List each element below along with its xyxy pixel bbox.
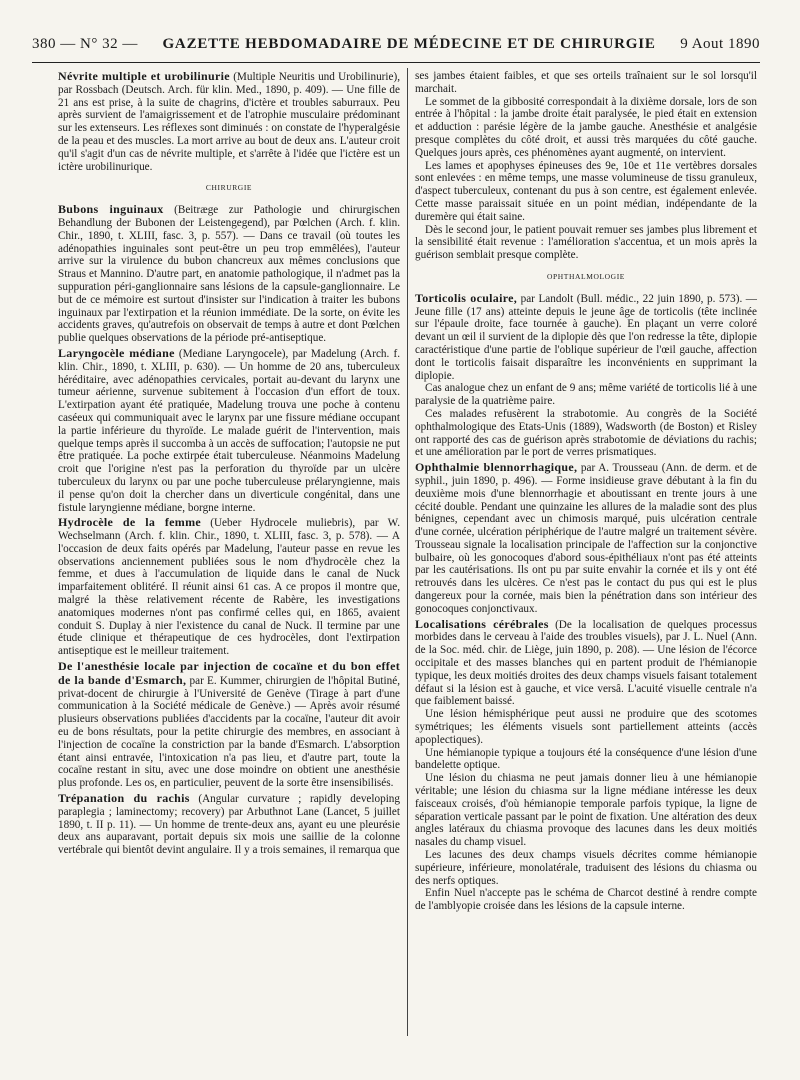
section-heading: CHIRURGIE (205, 183, 253, 193)
page-number: 380 — N° 32 — (32, 36, 138, 52)
article-laryngocele (58, 347, 400, 514)
paragraph: Une lésion du chiasma ne peut jamais donner lieu à une hémianopie véritable; une lésion du chiasma sur la ligne médiane intéresse les deux faisceaux croisés, d'où hémianopie temporale parfois typique, la ligne de séparation verticale passant par le point de fixation. Une altération des deux angles latéraux du chiasma provoque des lacunes dans les deux moitiés nasales du champ visuel. (415, 772, 757, 849)
article-title: Ophthalmie blennorrhagique, (415, 460, 578, 475)
article-trepanation (58, 792, 400, 857)
article-title: Hydrocèle de la femme (58, 515, 201, 530)
paragraph: Dès le second jour, le patient pouvait remuer ses jambes plus librement et la sensibilité était revenue : l'amélioration s'accentua, et un mois après la guérison semblait presque complète. (415, 223, 757, 262)
article-title: De l'anesthésie locale par injection de cocaïne et du bon effet de la bande d'Esmarch, (58, 659, 400, 687)
section-heading: OPHTHALMOLOGIE (547, 271, 625, 281)
paragraph: Le sommet de la gibbosité correspondait à la dixième dorsale, lors de son entrée à l'hôpital : la jambe droite était paralysée, le pied était en extension et adduction : parésie légère de la jambe gauche. Anesthésie et analgésie presque complètes du côté droit, et aussi très marquées du côté gauche. Quelques jours après, ces phénomènes ayant augmenté, on intervient. (415, 95, 757, 159)
paragraph: Ces malades refusèrent la strabotomie. Au congrès de la Société ophthalmologique des Etats-Unis (1889), Wadsworth (de Boston) et Risley ont rapporté des cas de guérison après strabotomie de déviations du rachis; et une amélioration par le port de verres prismatiques. (415, 407, 757, 459)
article-body: (Beitræge zur Pathologie und chirurgischen Behandlung der Bubonen der Leistengegend), par Pœlchen (Arch. f. klin. Chir., 1890, t. XLIII, fasc. 3, p. 557). — Dans ce travail (où toutes les adénopathies inguinales sont peut-être un peu trop emmêlées), l'auteur arrive sur la virulence du bubon chancreux aux mêmes conclusions que Straus et Mannino. D'autre part, en anatomie pathologique, il n'admet pas la suppuration péri-ganglionnaire sans lésions de la capsule-ganglionnaire. Le but de ce mémoire est surtout d'insister sur l'indication à traiter les bubons inguinaux par l'extirpation et la réunion immédiate. De la sorte, on évite les accidents graves, qu'autrefois on observait de temps à autre et dont Pœlchen publie quelques observations de la période pré-antiseptique. (58, 204, 401, 345)
right-column (415, 70, 757, 915)
article-title: Torticolis oculaire, (415, 290, 518, 305)
article-bubons (58, 203, 400, 345)
issue-date: 9 Aout 1890 (680, 36, 760, 52)
article-nevrite (58, 70, 400, 173)
article-body: par A. Trousseau (Ann. de derm. et de syphil., juin 1890, p. 496). — Forme insidieuse grave débutant à la fin du deuxième mois d'une blennorrhagie et aboutissant en trente jours à une cécité double. Pendant une quinzaine les allures de la maladie sont des plus bénignes, cependant avec un chimosis marqué, puis ulcération centrale d'une cornée, ulcération périphérique de l'autre malgré un traitement sévère. Trousseau signale la localisation principale de l'affection sur la conjonctive bulbaire, où les gonocoques d'abord sous-épithéliaux n'ont pas été atteints par les cautérisations. Ils ont pu par suite envahir la cornée et ils y ont été retrouvés dans les ulcères. Ce n'est pas le contact du pus qui est le plus dangereux pour la cornée, mais bien la pénétration dans son intérieur des gonocoques conjonctivaux. (415, 462, 757, 615)
paragraph: Les lacunes des deux champs visuels décrites comme hémianopie supérieure, inférieure, monolatérale, traduisent des lésions du chiasma ou des nerfs optiques. (415, 849, 757, 887)
left-column (58, 70, 400, 859)
column-rule (407, 68, 408, 1036)
article-body: par Landolt (Bull. médic., 22 juin 1890, p. 573). — Jeune fille (17 ans) atteinte depuis le jeune âge de torticolis (tête inclinée sur l'épaule droite, face tournée à gauche). En plaçant un verre coloré devant un œil il survient de la diplopie dès que l'on redresse la tête, diplopie caractéristique d'une partie de l'oblique supérieur de l'œil gauche, affection dont le torticolis faisait disparaître les inconvénients en supprimant la diplopie. (415, 292, 757, 382)
article-torticolis (415, 292, 757, 459)
paragraph: Enfin Nuel n'accepte pas le schéma de Charcot destiné à rendre compte de l'amblyopie croisée dans les lésions de la capsule interne. (415, 887, 757, 913)
article-body: par E. Kummer, chirurgien de l'hôpital Butiné, privat-docent de chirurgie à l'Université de Genève (Tirage à part d'une communication à la Société médicale de Genève.) — Après avoir résumé plusieurs observations publiées d'accidents par la cocaïne, l'auteur dit avoir eu de bons résultats, pour la petite chirurgie des membres, en associant à l'injection de cocaïne la constriction par la bande d'Esmarch. L'absorption étant ainsi entravée, l'intoxication n'a pas lieu, et d'autre part, toute la cocaïne restant in situ, avec une dose moindre on obtient une anesthésie plus profonde. Les os, en particulier, peuvent de la sorte être insensibilisés. (58, 674, 401, 790)
paragraph: Une hémianopie typique a toujours été la conséquence d'une lésion d'une bandelette optique. (415, 746, 757, 772)
article-localisations (415, 618, 757, 913)
article-hydrocele (58, 516, 400, 658)
running-header (32, 36, 760, 63)
article-body: (Angular curvature ; rapidly developing paraplegia ; laminectomy; recovery) par Arbuthnot Lane (Lancet, 5 juillet 1890, t. II p. 11). — Un homme de trente-deux ans, ayant eu une pleurésie deux ans auparavant, portait depuis six mois une saillie de la colonne vertébrale qui bientôt devint angulaire. Il y a trois semaines, il remarqua que (58, 793, 400, 857)
article-trepanation-cont (415, 70, 757, 262)
article-title: Localisations cérébrales (415, 616, 549, 631)
paragraph: Une lésion hémisphérique peut aussi ne produire que des scotomes symétriques; les éléments visuels sont partiellement atteints (accès apoplectiques). (415, 708, 757, 746)
paragraph: Cas analogue chez un enfant de 9 ans; même variété de torticolis lié à une paralysie de la quatrième paire. (415, 382, 757, 408)
article-body: (De la localisation de quelques processus morbides dans le cerveau à l'aide des troubles visuels), par J. L. Nuel (Ann. de la Soc. méd. chir. de Liège, juin 1890, p. 208). — Une lésion de l'écorce occipitale et des masses blanches qui en partent produit de l'hémianopie typique, les deux moitiés droites des deux champs visuels faisant totalement défaut si la lésion est à gauche, et vice versâ. L'acuité visuelle centrale n'a que faiblement baissé. (415, 618, 757, 708)
journal-title: GAZETTE HEBDOMADAIRE DE MÉDECINE ET DE CHIRURGIE (162, 36, 656, 52)
article-title: Trépanation du rachis (58, 791, 190, 806)
article-body: (Multiple Neuritis und Urobilinurie), par Rossbach (Deutsch. Arch. für klin. Med., 1890, p. 409). — Une fille de 21 ans est prise, à la suite de chagrins, d'ictère et troubles saburraux. Peu après survient de l'amaigrissement et de l'atrophie musculaire prédominant sur les extenseurs. Les réflexes sont diminués : on constate de l'hyperalgésie de la peau et des muscles. La mort arrive au bout de deux ans. L'auteur croit qu'il s'agit d'un cas de névrite multiple, et s'arrête à l'idée que l'ictère est un ictère urobilinurique. (58, 71, 401, 173)
article-title: Névrite multiple et urobilinurie (58, 69, 230, 83)
paragraph: Les lames et apophyses épineuses des 9e, 10e et 11e vertèbres dorsales sont enlevées : en même temps, une masse volumineuse de tissu granuleux, d'aspect tuberculeux, contenant du pus à son centre, est également enlevée. Cette masse paraissait située en un point médian, indépendante de la duremère qui était saine. (415, 159, 757, 223)
article-title: Laryngocèle médiane (58, 345, 175, 360)
article-ophthalmie (415, 461, 757, 616)
article-body: (Mediane Laryngocele), par Madelung (Arch. f. klin. Chir., 1890, t. XLIII, p. 630). — Un homme de 20 ans, tuberculeux héréditaire, avec adénopathies cervicales, portait au-devant du larynx une tumeur aérienne, survenue subitement à l'occasion d'un effort de toux. L'extirpation ayant été pratiquée, Madelung trouva une poche à contenu caséeux qui communiquait avec le larynx par une fissure médiane occupant la partie inférieure du thyroïde. Le malade guérit de l'intervention, mais quelque temps après il succomba à un accès de suffocation; l'autopsie ne put être pratiquée. La poche extirpée était tuberculeuse. Néanmoins Madelung croit que l'origine n'est pas la perforation du thyroïde par un ulcère tuberculeux du larynx ou par une poche tuberculeuse prélaryngienne, mais il pense qu'on doit la chercher dans un diverticule congénital, dans une fistule laryngienne médiane, borgne interne. (58, 347, 400, 514)
article-title: Bubons inguinaux (58, 202, 164, 217)
paragraph: ses jambes étaient faibles, et que ses orteils traînaient sur le sol lorsqu'il marchait. (415, 70, 757, 95)
article-anesthesie (58, 660, 400, 790)
article-body: (Ueber Hydrocele muliebris), par W. Wechselmann (Arch. f. klin. Chir., 1890, t. XLIII, fasc. 3, p. 578). — A l'occasion de deux faits opérés par Madelung, l'auteur passe en revue les observations anciennement publiées sous le nom d'hydrocèle chez la femme, et dues à l'accumulation de liquide dans le canal de Nuck imparfaitement oblitéré. Il réunit ainsi 61 cas. A ce propos il montre que, malgré la thèse relativement récente de Rabère, les investigations anatomiques modernes n'ont pas confirmé celles qui, en 1865, avaient conduit S. Duplay à nier l'existence du canal de Nuck. Il termine par une étude clinique et thérapeutique de ces hydrocèles, dont l'extirpation antiseptique est le meilleur traitement. (58, 517, 400, 658)
